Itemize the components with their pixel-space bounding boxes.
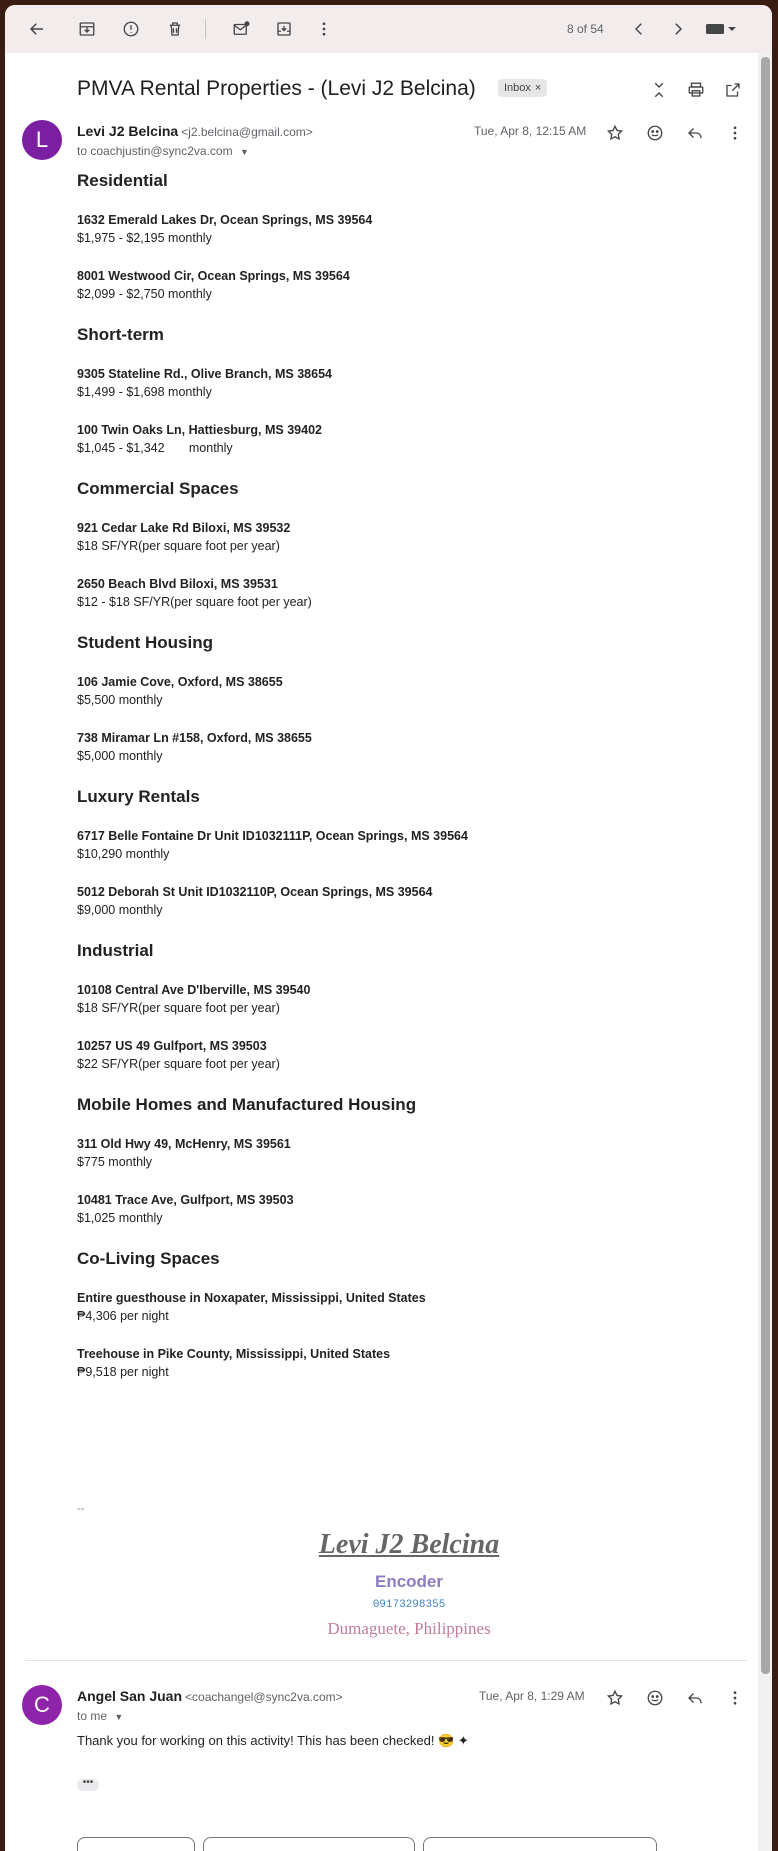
property-item [77, 675, 717, 711]
property-item [77, 423, 717, 459]
property-price: $775 monthly [77, 1155, 153, 1169]
reply-star-icon[interactable] [603, 1686, 627, 1710]
reply-icon[interactable] [683, 121, 707, 145]
signature-location: Dumaguete, Philippines [327, 1619, 491, 1638]
inbox-label-chip[interactable] [498, 79, 547, 97]
section-title: Short-term [77, 325, 164, 344]
reply-body: Thank you for working on this activity! This has been checked! 😎 ✦ [77, 1733, 469, 1748]
pager-count: 8 of 54 [567, 22, 604, 36]
inbox-label-text: Inbox [504, 82, 531, 94]
email-subject: PMVA Rental Properties - (Levi J2 Belcina) [77, 77, 476, 100]
scrollbar-thumb[interactable] [761, 57, 770, 1674]
property-item [77, 269, 717, 305]
property-address: 10108 Central Ave D'Iberville, MS 39540 [77, 983, 311, 997]
delete-icon[interactable] [161, 15, 189, 43]
property-item [77, 1039, 717, 1075]
property-price: $10,290 monthly [77, 847, 170, 861]
section-co-living [77, 1249, 717, 1383]
message-divider [25, 1660, 747, 1661]
section-student-housing [77, 633, 717, 767]
section-commercial [77, 479, 717, 613]
section-title: Mobile Homes and Manufactured Housing [77, 1095, 417, 1114]
property-price: $5,000 monthly [77, 749, 163, 763]
keyboard-input-icon[interactable] [701, 15, 741, 43]
archive-icon[interactable] [73, 15, 101, 43]
show-trimmed-content-button[interactable]: ••• [77, 1779, 99, 1791]
section-luxury-rentals [77, 787, 717, 921]
reply-all-button[interactable] [203, 1837, 415, 1851]
signature-name: Levi J2 Belcina [318, 1529, 500, 1560]
property-address: 6717 Belle Fontaine Dr Unit ID1032111P, Ocean Springs, MS 39564 [77, 829, 468, 843]
property-item [77, 731, 717, 767]
signature-role: Encoder [374, 1572, 444, 1591]
forward-button[interactable] [423, 1837, 657, 1851]
reply-emoji-reaction-icon[interactable] [643, 1686, 667, 1710]
recipient-dropdown-icon[interactable]: ▼ [239, 147, 249, 157]
property-price: $12 - $18 SF/YR(per square foot per year) [77, 595, 312, 609]
snooze-icon[interactable] [270, 15, 298, 43]
property-item [77, 1193, 717, 1229]
signature-phone[interactable]: 09173298355 [372, 1599, 446, 1611]
section-title: Co-Living Spaces [77, 1249, 220, 1268]
open-new-window-icon[interactable] [722, 79, 744, 101]
prev-message-icon[interactable] [625, 15, 653, 43]
reply-date: Tue, Apr 8, 1:29 AM [479, 1689, 585, 1703]
reply-sender-email: <coachangel@sync2va.com> [185, 1690, 343, 1704]
property-item [77, 983, 717, 1019]
property-price: $18 SF/YR(per square foot per year) [77, 539, 280, 553]
property-address: 10257 US 49 Gulfport, MS 39503 [77, 1039, 267, 1053]
property-item [77, 1137, 717, 1173]
property-item [77, 521, 717, 557]
emoji-reaction-icon[interactable] [643, 121, 667, 145]
property-price: ₱4,306 per night [77, 1309, 169, 1323]
property-price: $22 SF/YR(per square foot per year) [77, 1057, 280, 1071]
property-address: 311 Old Hwy 49, McHenry, MS 39561 [77, 1137, 291, 1151]
property-address: 9305 Stateline Rd., Olive Branch, MS 38654 [77, 367, 332, 381]
property-item [77, 885, 717, 921]
reply-sender-name[interactable]: Angel San Juan [77, 1688, 183, 1704]
reply-more-icon[interactable] [723, 1686, 747, 1710]
property-address: 5012 Deborah St Unit ID1032110P, Ocean Springs, MS 39564 [77, 885, 433, 899]
remove-label-icon[interactable]: × [534, 82, 542, 94]
star-icon[interactable] [603, 121, 627, 145]
section-mobile-homes [77, 1095, 717, 1229]
property-address: 106 Jamie Cove, Oxford, MS 38655 [77, 675, 283, 689]
section-title: Commercial Spaces [77, 479, 239, 498]
sender-email: <j2.belcina@gmail.com> [181, 125, 313, 139]
sender-name-line [77, 123, 313, 139]
toolbar-divider [205, 19, 206, 39]
more-vert-icon[interactable] [310, 15, 338, 43]
section-industrial [77, 941, 717, 1075]
recipient-text: to coachjustin@sync2va.com [77, 144, 233, 158]
message-body [77, 171, 717, 1403]
property-price: $1,045 - $1,342 monthly [77, 441, 233, 455]
property-address: 8001 Westwood Cir, Ocean Springs, MS 39564 [77, 269, 350, 283]
section-short-term [77, 325, 717, 459]
message-date: Tue, Apr 8, 12:15 AM [474, 124, 587, 138]
property-address: 100 Twin Oaks Ln, Hattiesburg, MS 39402 [77, 423, 322, 437]
reply-recipient-line[interactable] [77, 1709, 123, 1723]
top-toolbar [5, 5, 772, 53]
recipient-line[interactable] [77, 144, 249, 158]
property-item [77, 829, 717, 865]
property-price: ₱9,518 per night [77, 1365, 169, 1379]
section-title: Industrial [77, 941, 154, 960]
reply-sender-line [77, 1688, 343, 1704]
reply-recipient-dropdown-icon[interactable]: ▼ [114, 1712, 124, 1722]
email-window [5, 5, 772, 1851]
sender-name[interactable]: Levi J2 Belcina [77, 123, 179, 139]
reply-sender-avatar[interactable]: C [22, 1685, 62, 1725]
property-price: $1,025 monthly [77, 1211, 163, 1225]
property-item [77, 367, 717, 403]
property-price: $1,499 - $1,698 monthly [77, 385, 212, 399]
property-address: 921 Cedar Lake Rd Biloxi, MS 39532 [77, 521, 291, 535]
print-icon[interactable] [685, 79, 707, 101]
property-address: Treehouse in Pike County, Mississippi, United States [77, 1347, 391, 1361]
property-price: $5,500 monthly [77, 693, 163, 707]
property-item [77, 1291, 717, 1327]
property-address: Entire guesthouse in Noxapater, Mississippi, United States [77, 1291, 426, 1305]
property-item [77, 1347, 717, 1383]
property-price: $2,099 - $2,750 monthly [77, 287, 212, 301]
signature-separator: -- [77, 1503, 85, 1515]
report-spam-icon[interactable] [117, 15, 145, 43]
mark-unread-icon[interactable] [227, 15, 255, 43]
reply-recipient-text: to me [77, 1709, 108, 1723]
property-item [77, 577, 717, 613]
property-address: 1632 Emerald Lakes Dr, Ocean Springs, MS 39564 [77, 213, 373, 227]
section-title: Residential [77, 171, 168, 190]
reply-button[interactable] [77, 1837, 195, 1851]
next-message-icon[interactable] [664, 15, 692, 43]
property-price: $1,975 - $2,195 monthly [77, 231, 212, 245]
property-price: $9,000 monthly [77, 903, 163, 917]
message-more-icon[interactable] [723, 121, 747, 145]
property-address: 2650 Beach Blvd Biloxi, MS 39531 [77, 577, 278, 591]
property-price: $18 SF/YR(per square foot per year) [77, 1001, 280, 1015]
section-title: Student Housing [77, 633, 213, 652]
back-arrow-icon[interactable] [23, 15, 51, 43]
property-address: 10481 Trace Ave, Gulfport, MS 39503 [77, 1193, 294, 1207]
property-item [77, 213, 717, 249]
section-title: Luxury Rentals [77, 787, 200, 806]
collapse-all-icon[interactable] [648, 79, 670, 101]
sender-avatar[interactable]: L [22, 120, 62, 160]
section-residential [77, 171, 717, 305]
reply-reply-icon[interactable] [683, 1686, 707, 1710]
property-address: 738 Miramar Ln #158, Oxford, MS 38655 [77, 731, 312, 745]
